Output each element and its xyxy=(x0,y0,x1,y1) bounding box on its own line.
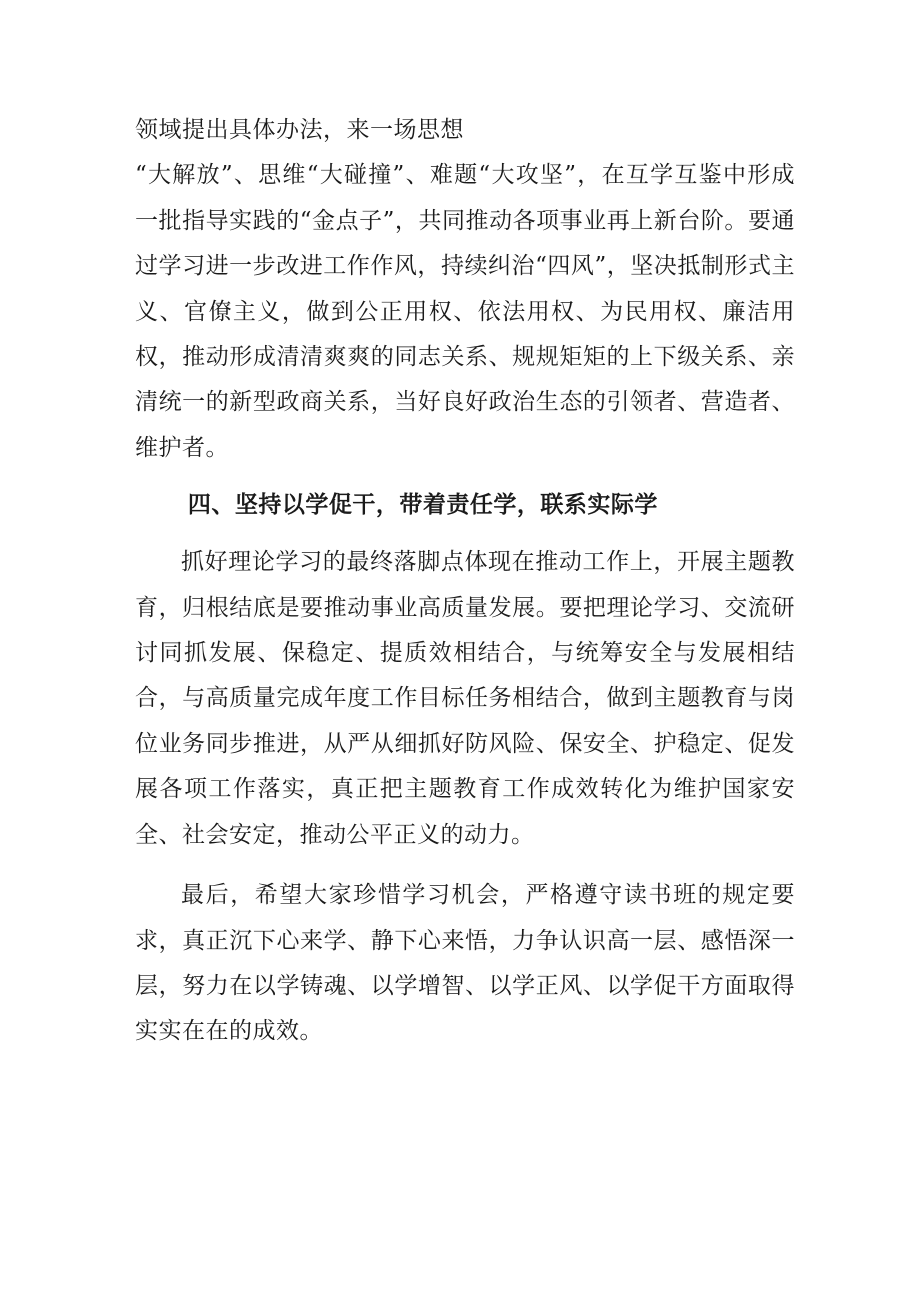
spacer xyxy=(135,471,795,483)
spacer xyxy=(135,858,795,873)
fragment-line: 领域提出具体办法，来一场思想 xyxy=(135,117,464,143)
paragraph-2: 抓好理论学习的最终落脚点体现在推动工作上，开展主题教育，归根结底是要推动事业高质量发展。要把理论学习、交流研讨同抓发展、保稳定、提质效相结合，与统筹安全与发展相结合，与高质量完成年度工作目标任务相结合，做到主题教育与岗位业务同步推进，从严从细抓好防风险、保安全、护稳定、促发展各项工作落实，真正把主题教育工作成效转化为维护国家安全、社会安定，推动公平正义的动力。 xyxy=(135,549,795,848)
document-page xyxy=(135,108,795,1055)
paragraph-3: 最后，希望大家珍惜学习机会，严格遵守读书班的规定要求，真正沉下心来学、静下心来悟，力争认识高一层、感悟深一层，努力在以学铸魂、以学增智、以学正风、以学促干方面取得实实在在的成效。 xyxy=(135,882,795,1045)
section-heading: 四、坚持以学促干，带着责任学，联系实际学 xyxy=(187,492,658,519)
spacer xyxy=(135,528,795,540)
paragraph-1: “大解放”、思维“大碰撞”、难题“大攻坚”，在互学互鉴中形成一批指导实践的“金点子”，共同推动各项事业再上新台阶。要通过学习进一步改进工作作风，持续纠治“四风”，坚决抵制形式主义、官僚主义，做到公正用权、依法用权、为民用权、廉洁用权，推动形成清清爽爽的同志关系、规规矩矩的上下级关系、亲清统一的新型政商关系，当好良好政治生态的引领者、营造者、维护者。 xyxy=(135,162,795,461)
